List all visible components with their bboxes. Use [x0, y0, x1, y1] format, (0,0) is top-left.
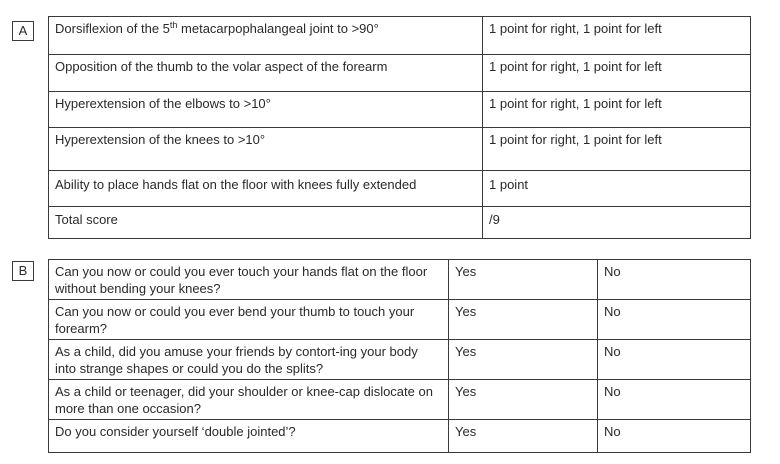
criterion-cell: Opposition of the thumb to the volar aspect of the forearm: [49, 55, 483, 92]
no-option[interactable]: No: [598, 420, 751, 453]
total-score-value: /9: [483, 207, 751, 239]
criterion-text: Dorsiflexion of the 5: [55, 21, 170, 36]
criterion-cell: Ability to place hands flat on the floor with knees fully extended: [49, 171, 483, 207]
no-option[interactable]: No: [598, 340, 751, 380]
score-cell: 1 point: [483, 171, 751, 207]
question-cell: As a child, did you amuse your friends by contort-ing your body into strange shapes or could you do the splits?: [49, 340, 449, 380]
score-cell: 1 point for right, 1 point for left: [483, 17, 751, 55]
question-cell: Can you now or could you ever bend your thumb to touch your forearm?: [49, 300, 449, 340]
score-cell: 1 point for right, 1 point for left: [483, 55, 751, 92]
section-b-label: B: [12, 261, 34, 281]
table-row: [49, 92, 751, 128]
yes-option[interactable]: Yes: [449, 420, 598, 453]
table-row: [49, 17, 751, 55]
ordinal-superscript: th: [169, 20, 178, 30]
table-row: [49, 55, 751, 92]
no-option[interactable]: No: [598, 300, 751, 340]
yes-option[interactable]: Yes: [449, 380, 598, 420]
no-option[interactable]: No: [598, 260, 751, 300]
yes-option[interactable]: Yes: [449, 340, 598, 380]
criterion-cell: [49, 17, 483, 55]
table-row: [49, 380, 751, 420]
score-cell: 1 point for right, 1 point for left: [483, 128, 751, 171]
criterion-text: metacarpophalangeal joint to >90°: [177, 21, 379, 36]
question-cell: As a child or teenager, did your shoulder or knee-cap dislocate on more than one occasion?: [49, 380, 449, 420]
yes-option[interactable]: Yes: [449, 260, 598, 300]
table-row: [49, 300, 751, 340]
beighton-score-table: [48, 16, 751, 239]
yes-option[interactable]: Yes: [449, 300, 598, 340]
criterion-cell: Hyperextension of the knees to >10°: [49, 128, 483, 171]
table-row: [49, 171, 751, 207]
table-row: [49, 260, 751, 300]
criterion-cell: Hyperextension of the elbows to >10°: [49, 92, 483, 128]
question-cell: Do you consider yourself ‘double jointed’?: [49, 420, 449, 453]
hypermobility-questionnaire-table: [48, 259, 751, 453]
no-option[interactable]: No: [598, 380, 751, 420]
table-row: [49, 128, 751, 171]
section-a-label: A: [12, 21, 34, 41]
score-cell: 1 point for right, 1 point for left: [483, 92, 751, 128]
total-score-label: Total score: [49, 207, 483, 239]
table-row: [49, 420, 751, 453]
question-cell: Can you now or could you ever touch your hands flat on the floor without bending your knees?: [49, 260, 449, 300]
total-score-row: [49, 207, 751, 239]
table-row: [49, 340, 751, 380]
